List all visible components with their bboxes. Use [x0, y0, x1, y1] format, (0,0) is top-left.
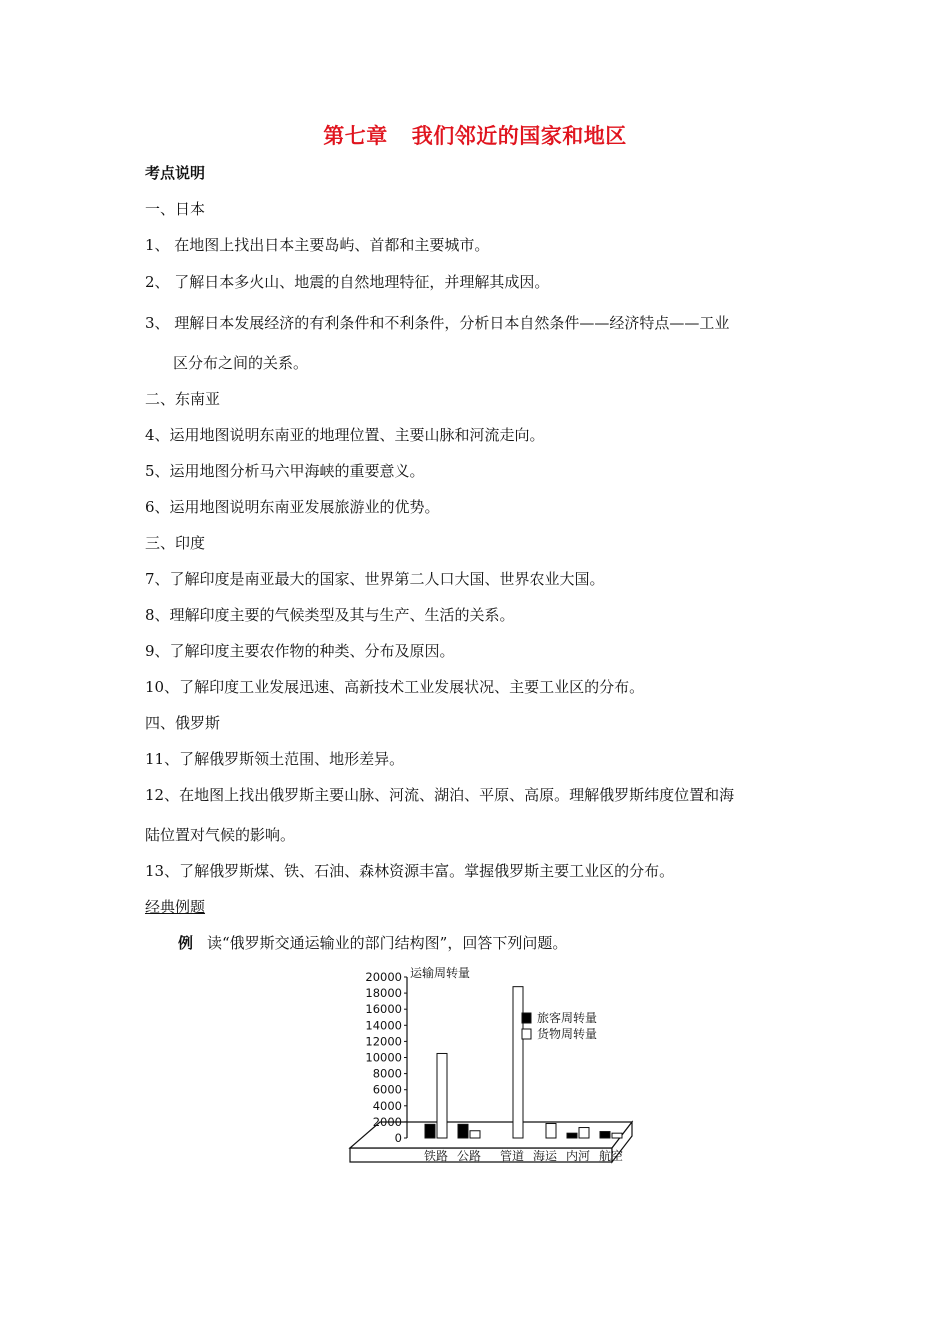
list-item: 11、了解俄罗斯领土范围、地形差异。 [145, 750, 405, 768]
transport-bar-chart [340, 962, 640, 1167]
y-tick-label: 12000 [365, 1034, 402, 1049]
x-tick-label: 航空 [598, 1149, 624, 1163]
list-item: 区分布之间的关系。 [173, 354, 309, 372]
bar-passenger [425, 1124, 435, 1138]
list-item: 9、了解印度主要农作物的种类、分布及原因。 [145, 642, 455, 660]
chapter-number: 第七章 [323, 124, 388, 148]
heading-japan: 一、日本 [145, 200, 206, 218]
x-tick-label: 铁路 [423, 1149, 449, 1163]
list-item: 1、 在地图上找出日本主要岛屿、首都和主要城市。 [145, 236, 490, 254]
x-tick-label: 公路 [456, 1149, 482, 1163]
list-item: 12、在地图上找出俄罗斯主要山脉、河流、湖泊、平原、高原。理解俄罗斯纬度位置和海 [145, 786, 735, 804]
bar-passenger [600, 1132, 610, 1138]
x-tick-label: 管道 [499, 1149, 525, 1163]
legend-swatch [522, 1013, 531, 1023]
list-item: 4、运用地图说明东南亚的地理位置、主要山脉和河流走向。 [145, 426, 545, 444]
y-tick-label: 8000 [372, 1066, 402, 1081]
legend-label: 旅客周转量 [537, 1011, 598, 1025]
bar-passenger [458, 1124, 468, 1138]
y-tick-label: 14000 [365, 1018, 402, 1033]
x-tick-label: 海运 [532, 1149, 558, 1163]
x-tick-label: 内河 [565, 1149, 591, 1163]
y-tick-label: 20000 [365, 970, 402, 984]
bar-freight [470, 1131, 480, 1138]
y-tick-label: 2000 [372, 1114, 402, 1129]
chapter-name: 我们邻近的国家和地区 [411, 124, 627, 148]
y-tick-label: 10000 [365, 1050, 402, 1065]
bar-freight [579, 1128, 589, 1138]
list-item: 13、了解俄罗斯煤、铁、石油、森林资源丰富。掌握俄罗斯主要工业区的分布。 [145, 862, 675, 880]
heading-india: 三、印度 [145, 534, 206, 552]
section-heading: 考点说明 [145, 164, 206, 182]
y-tick-label: 4000 [372, 1098, 402, 1113]
list-item: 3、 理解日本发展经济的有利条件和不利条件，分析日本自然条件——经济特点——工业 [145, 314, 730, 332]
bar-freight [612, 1133, 622, 1138]
heading-southeast-asia: 二、东南亚 [145, 390, 221, 408]
heading-russia: 四、俄罗斯 [145, 714, 221, 732]
legend-swatch [522, 1029, 531, 1039]
bar-passenger [567, 1133, 577, 1138]
list-item: 8、理解印度主要的气候类型及其与生产、生活的关系。 [145, 606, 515, 624]
example-label: 例 [178, 934, 194, 952]
y-tick-label: 16000 [365, 1002, 402, 1017]
y-tick-label: 0 [394, 1131, 402, 1145]
bar-freight [437, 1053, 447, 1138]
list-item: 10、了解印度工业发展迅速、高新技术工业发展状况、主要工业区的分布。 [145, 678, 645, 696]
legend-label: 货物周转量 [537, 1027, 598, 1041]
list-item: 2、 了解日本多火山、地震的自然地理特征，并理解其成因。 [145, 273, 550, 291]
list-item: 陆位置对气候的影响。 [145, 826, 296, 844]
y-tick-label: 18000 [365, 986, 402, 1001]
list-item: 6、运用地图说明东南亚发展旅游业的优势。 [145, 498, 440, 516]
list-item: 7、了解印度是南亚最大的国家、世界第二人口大国、世界农业大国。 [145, 570, 605, 588]
example-text: 读“俄罗斯交通运输业的部门结构图”，回答下列问题。 [207, 934, 568, 952]
y-tick-label: 6000 [372, 1082, 402, 1097]
y-axis-label: 运输周转量 [410, 966, 471, 980]
bar-freight [546, 1124, 556, 1138]
examples-heading: 经典例题 [145, 898, 206, 916]
page-title [0, 120, 950, 150]
bar-freight [513, 987, 523, 1138]
example-question [178, 933, 567, 953]
list-item: 5、运用地图分析马六甲海峡的重要意义。 [145, 462, 425, 480]
